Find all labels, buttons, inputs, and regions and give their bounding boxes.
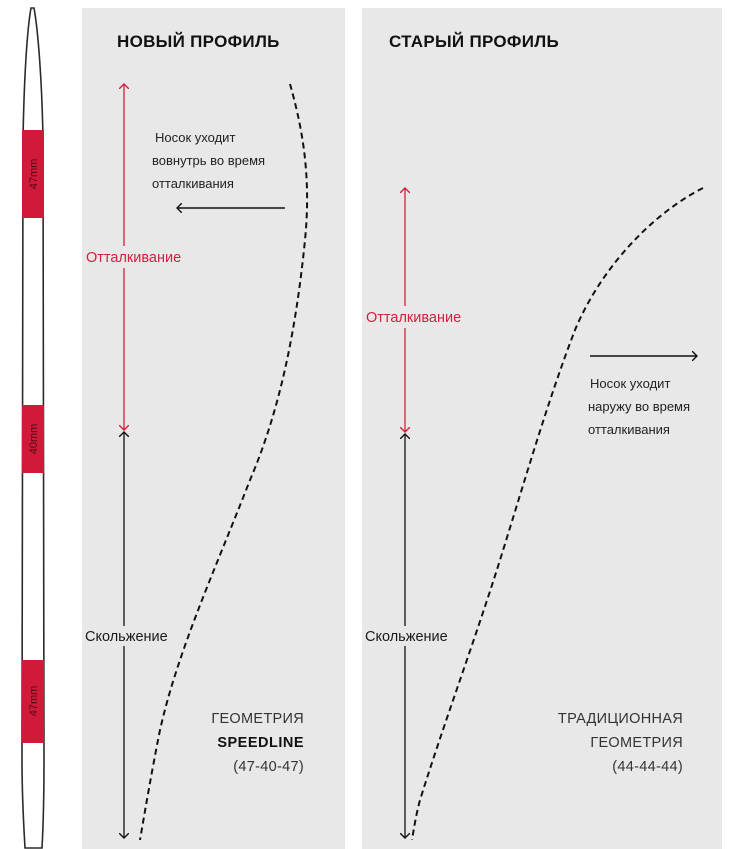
- old-push-label: Отталкивание: [366, 310, 462, 326]
- ski-band-middle-label: 40mm: [28, 423, 40, 455]
- ski-illustration: [22, 8, 44, 848]
- new-profile-panel: [82, 8, 345, 849]
- ski-band-bottom: [22, 660, 44, 743]
- ski-band-bottom-label: 47mm: [28, 685, 40, 717]
- old-profile-note-line-2: наружу во время: [588, 399, 691, 414]
- new-glide-label: Скольжение: [85, 629, 168, 645]
- ski-band-top-label: 47mm: [28, 158, 40, 190]
- ski-band-middle: [22, 405, 44, 473]
- old-geometry-line-3: (44-44-44): [612, 759, 683, 775]
- old-profile-note-line-1: Носок уходит: [590, 376, 671, 391]
- new-profile-note-line-2: вовнутрь во время: [152, 153, 266, 168]
- new-profile-note-line-3: отталкивания: [152, 176, 234, 191]
- old-geometry-line-2: ГЕОМЕТРИЯ: [590, 735, 683, 751]
- new-geometry-line-1: ГЕОМЕТРИЯ: [211, 711, 304, 727]
- old-profile-note-line-3: отталкивания: [588, 422, 670, 437]
- new-profile-note-line-1: Носок уходит: [155, 130, 236, 145]
- new-geometry-line-2: SPEEDLINE: [217, 735, 304, 751]
- ski-band-top: [22, 130, 44, 218]
- old-geometry-line-1: ТРАДИЦИОННАЯ: [557, 711, 683, 727]
- new-profile-title: НОВЫЙ ПРОФИЛЬ: [117, 32, 280, 51]
- new-push-label: Отталкивание: [86, 250, 182, 266]
- old-glide-label: Скольжение: [365, 629, 448, 645]
- new-geometry-line-3: (47-40-47): [233, 759, 304, 775]
- old-profile-title: СТАРЫЙ ПРОФИЛЬ: [389, 32, 559, 51]
- old-profile-panel: [362, 8, 722, 849]
